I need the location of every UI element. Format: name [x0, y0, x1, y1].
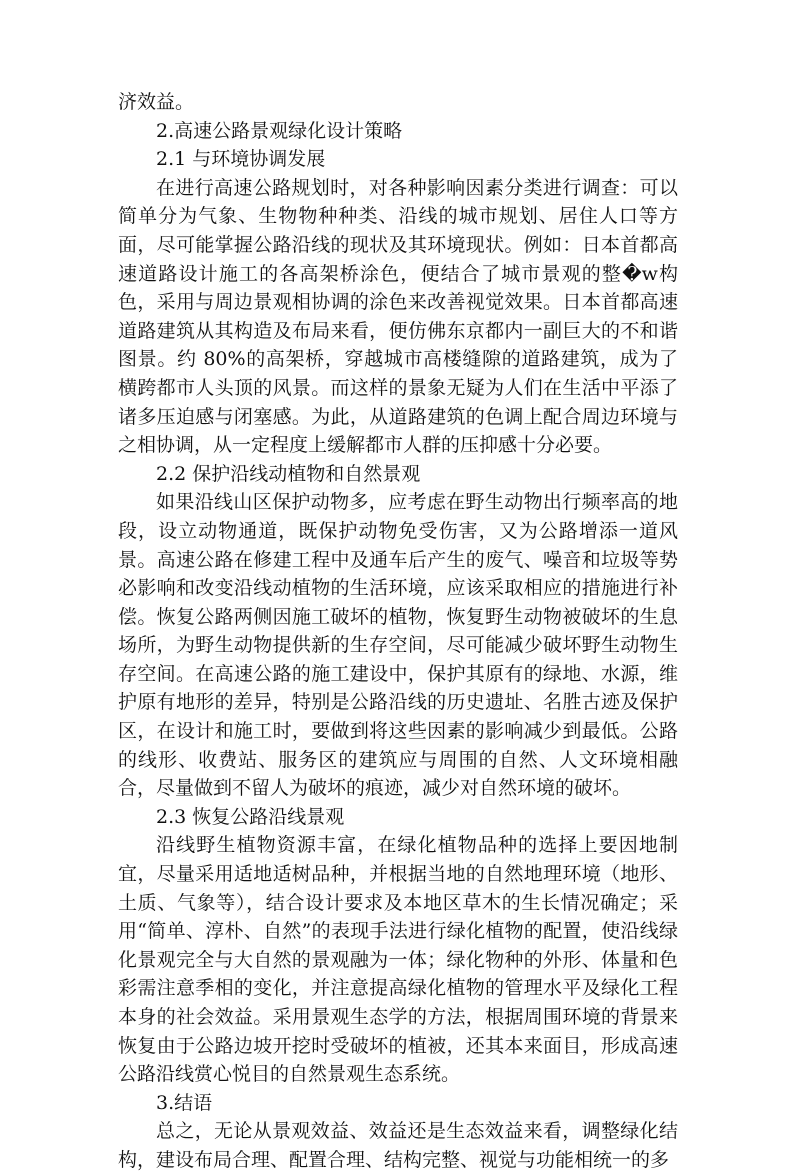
paragraph-3: 总之，无论从景观效益、效益还是生态效益来看，调整绿化结构，建设布局合理、配置合理、结构完整、视觉与功能相统一的多: [118, 1120, 678, 1171]
section-heading-2-1: 2.1 与环境协调发展: [156, 148, 326, 171]
paragraph-2-1: 在进行高速公路规划时，对各种影响因素分类进行调查：可以简单分为气象、生物物种种类、沿线的城市规划、居住人口等方面，尽可能掌握公路沿线的现状及其环境现状。例如：日本首都高速道路设计施工的各高架桥涂色，便结合了城市景观的整�w构色，采用与周边景观相协调的涂色来改善视觉效果。日本首都高速道路建筑从其构造及布局来看，便仿佛东京都内一副巨大的不和谐图景。约 80%的高架桥，穿越城市高楼缝隙的道路建筑，成为了横跨都市人头顶的风景。而这样的景象无疑为人们在生活中平添了诸多压迫感与闭塞感。为此，从道路建筑的色调上配合周边环境与之相协调，从一定程度上缓解都市人群的压抑感十分必要。: [118, 176, 678, 457]
section-heading-2-2: 2.2 保护沿线动植物和自然景观: [156, 462, 421, 485]
paragraph-2-3: 沿线野生植物资源丰富，在绿化植物品种的选择上要因地制宜，尽量采用适地适树品种，并根据当地的自然地理环境（地形、土质、气象等），结合设计要求及本地区草木的生长情况确定；采用“简单、淳朴、自然”的表现手法进行绿化植物的配置，使沿线绿化景观完全与大自然的景观融为一体；绿化物种的外形、体量和色彩需注意季相的变化，并注意提高绿化植物的管理水平及绿化工程本身的社会效益。采用景观生态学的方法，根据周围环境的背景来恢复由于公路边坡开挖时受破坏的植被，还其本来面目，形成高速公路沿线赏心悦目的自然景观生态系统。: [118, 834, 678, 1086]
section-heading-2: 2.高速公路景观绿化设计策略: [156, 119, 403, 142]
section-heading-2-3: 2.3 恢复公路沿线景观: [156, 805, 345, 828]
section-heading-3: 3.结语: [156, 1091, 213, 1114]
document-page: [118, 88, 678, 1175]
continuation-text: 济效益。: [118, 91, 195, 113]
paragraph-2-2: 如果沿线山区保护动物多，应考虑在野生动物出行频率高的地段，设立动物通道，既保护动物免受伤害，又为公路增添一道风景。高速公路在修建工程中及通车后产生的废气、噪音和垃圾等势必影响和改变沿线动植物的生活环境，应该采取相应的措施进行补偿。恢复公路两侧因施工破坏的植物，恢复野生动物被破坏的生息场所，为野生动物提供新的生存空间，尽可能减少破坏野生动物生存空间。在高速公路的施工建设中，保护其原有的绿地、水源，维护原有地形的差异，特别是公路沿线的历史遗址、名胜古迹及保护区，在设计和施工时，要做到将这些因素的影响减少到最低。公路的线形、收费站、服务区的建筑应与周围的自然、人文环境相融合，尽量做到不留人为破坏的痕迹，减少对自然环境的破坏。: [118, 491, 678, 800]
